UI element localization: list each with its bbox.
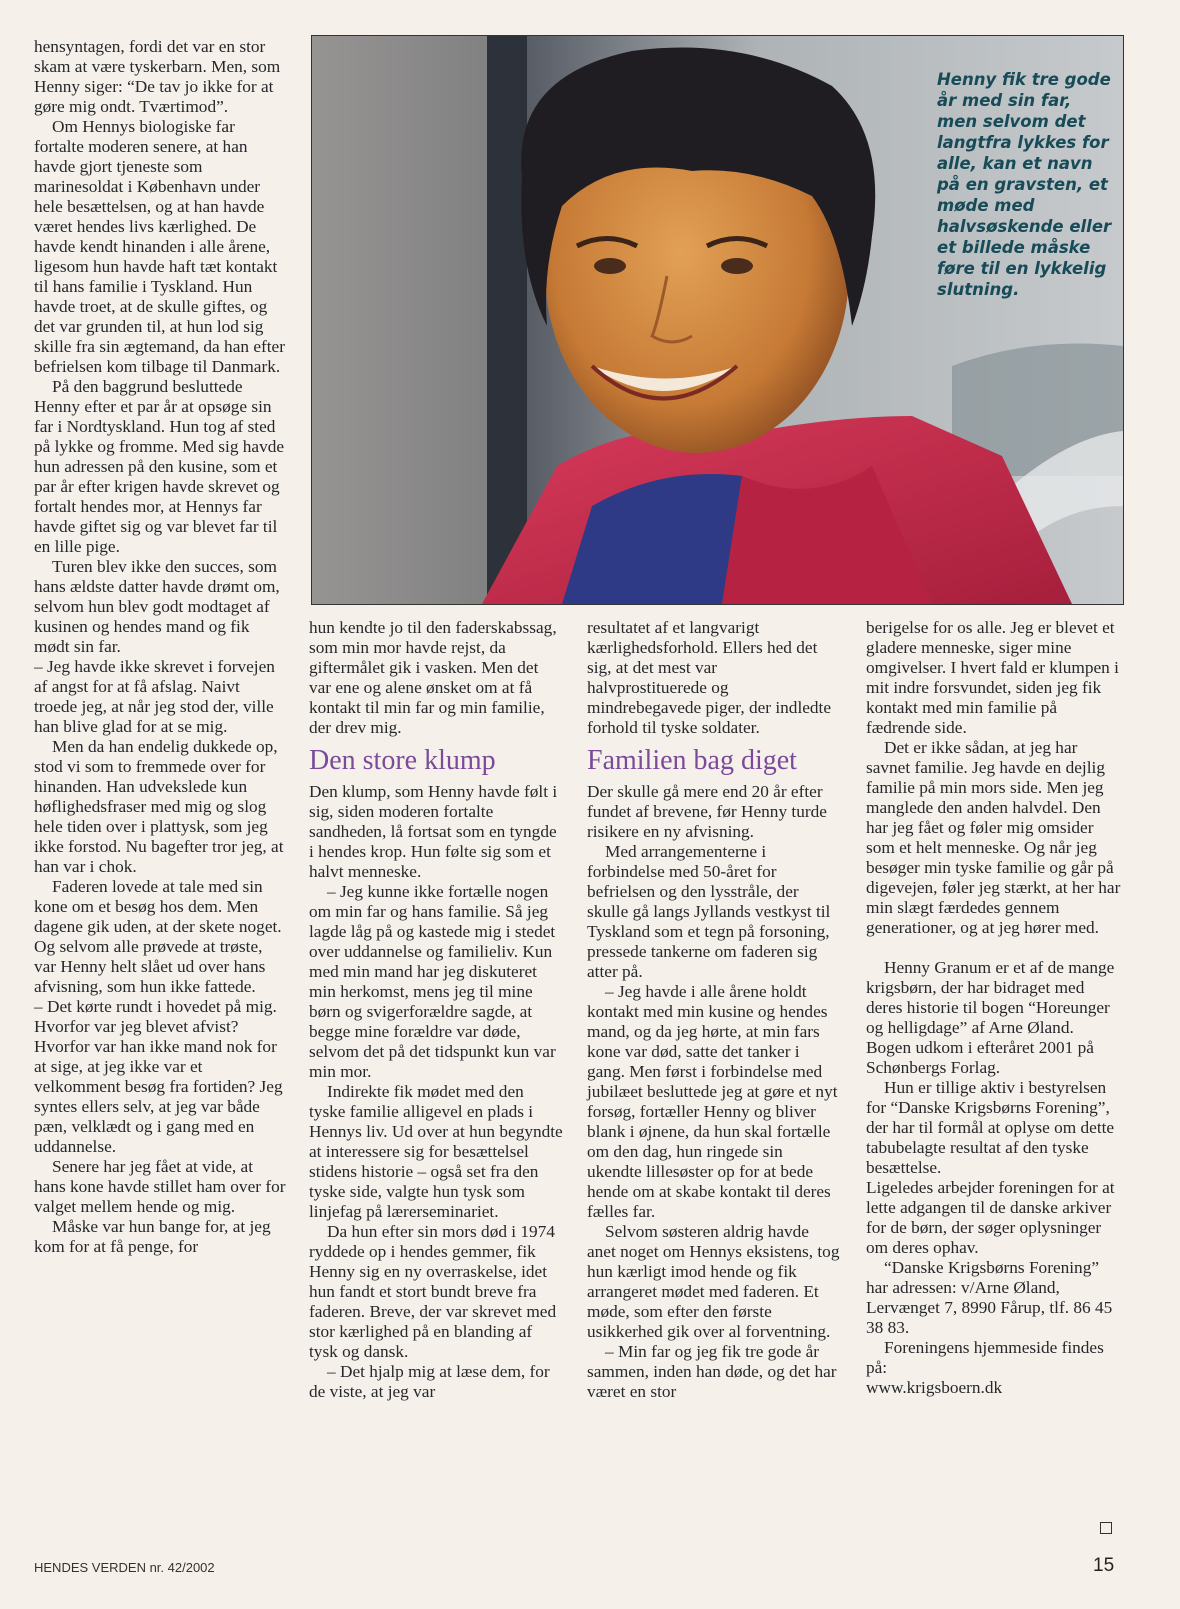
paragraph: – Det kørte rundt i hovedet på mig. Hvorfor var jeg blevet afvist? Hvorfor var han ikke mand nok for at sige, at jeg ikke var et velkomment besøg fra fortiden? Jeg syntes ellers selv, at jeg var både pæn, velklædt og i gang med en uddannelse. bbox=[34, 997, 283, 1156]
paragraph: – Jeg havde i alle årene holdt kontakt med min kusine og hendes mand, og da jeg hørte, at min fars kone var død, satte det tanker i gang. Men først i forbindelse med jubilæet besluttede jeg at gøre et nyt forsøg, fortæller Henny og bliver blank i øjnene, da hun skal fortælle om den dag, hun ringede sin ukendte lillesøster op for at bede hende om at skabe kontakt til deres fælles far. bbox=[587, 982, 838, 1221]
magazine-footer: HENDES VERDEN nr. 42/2002 bbox=[34, 1560, 215, 1575]
article-column-2 bbox=[309, 618, 563, 1402]
info-paragraph: Ligeledes arbejder foreningen for at lette adgangen til de danske arkiver for de børn, der søger oplysninger om deres ophav. bbox=[866, 1178, 1115, 1257]
paragraph: – Jeg havde ikke skrevet i forvejen af angst for at få afslag. Naivt troede jeg, at når jeg stod der, ville han blive glad for at se mig. bbox=[34, 657, 275, 736]
info-paragraph: Hun er tillige aktiv i bestyrelsen for “Danske Krigsbørns Forening”, der har til formål at oplyse om dette tabubelagte resultat af den tyske besættelse. bbox=[866, 1078, 1115, 1177]
paragraph: hensyntagen, fordi det var en stor skam at være tyskerbarn. Men, som Henny siger: “De tav jo ikke for at gøre mig ondt. Tværtimod”. bbox=[34, 37, 281, 116]
paragraph: På den baggrund besluttede Henny efter et par år at opsøge sin far i Nordtyskland. Hun tog af sted på lykke og fromme. Med sig havde hun adressen på den kusine, som et par år efter krigen havde skrevet og fortalt hendes mor, at Hennys far havde giftet sig og var blevet far til en lille pige. bbox=[34, 377, 285, 556]
subheading-den-store-klump: Den store klump bbox=[309, 745, 496, 776]
paragraph: Det er ikke sådan, at jeg har savnet familie. Jeg havde en dejlig familie på min mors side. Men jeg manglede den anden halvdel. Den har jeg fået og føler mig omsider som et helt menneske. Og når jeg besøger min tyske familie og går på digevejen, føler jeg stærkt, at her har min slægt færdedes gennem generationer, og at jeg hører med. bbox=[866, 738, 1121, 937]
paragraph: Der skulle gå mere end 20 år efter fundet af brevene, før Henny turde risikere en ny afvisning. bbox=[587, 782, 827, 841]
paragraph: Med arrangementerne i forbindelse med 50-året for befrielsen og den lysstråle, der skulle gå langs Jyllands vestkyst til Tyskland som et tegn på forsoning, pressede tankerne om faderen sig atter på. bbox=[587, 842, 831, 981]
article-column-1 bbox=[34, 37, 286, 1257]
paragraph: Måske var hun bange for, at jeg kom for at få penge, for bbox=[34, 1217, 271, 1256]
paragraph: berigelse for os alle. Jeg er blevet et gladere menneske, siger mine omgivelser. I hvert fald er klumpen i mit indre forsvundet, siden jeg fik kontakt med min familie på fædrende side. bbox=[866, 618, 1119, 737]
paragraph: Indirekte fik mødet med den tyske familie alligevel en plads i Hennys liv. Ud over at hun begyndte at interessere sig for besættelsel stidens historie – også set fra den tyske side, valgte hun tysk som linjefag på lærerseminariet. bbox=[309, 1082, 563, 1221]
paragraph: Senere har jeg fået at vide, at hans kone havde stillet ham over for valget mellem hende og mig. bbox=[34, 1157, 286, 1216]
subheading-familien-bag-diget: Familien bag diget bbox=[587, 745, 797, 776]
photo-caption: Henny fik tre gode år med sin far, men selvom det langtfra lykkes for alle, kan et navn på en gravsten, et møde med halvsøskende eller et billede måske føre til en lykkelig slutning. bbox=[937, 70, 1112, 299]
end-of-article-mark bbox=[1100, 1522, 1112, 1534]
paragraph: Turen blev ikke den succes, som hans ældste datter havde drømt om, selvom hun blev godt modtaget af kusinen og hendes mand og fik mødt sin far. bbox=[34, 557, 280, 656]
page-number: 15 bbox=[1093, 1555, 1115, 1576]
article-column-4 bbox=[866, 618, 1122, 1398]
paragraph: Den klump, som Henny havde følt i sig, siden moderen fortalte sandheden, lå fortsat som en tyngde i hendes krop. Hun følte sig som et halvt menneske. bbox=[309, 782, 558, 881]
paragraph: hun kendte jo til den faderskabssag, som min mor havde rejst, da giftermålet gik i vasken. Men det var ene og alene ønsket om at få kontakt til min far og min familie, der drev mig. bbox=[309, 618, 557, 737]
paragraph: Men da han endelig dukkede op, stod vi som to fremmede over for hinanden. Han udvekslede kun høflighedsfraser med mig og slog hele tiden over i plattysk, som jeg ikke forstod. Nu bagefter tror jeg, at han var i chok. bbox=[34, 737, 284, 876]
paragraph: resultatet af et langvarigt kærlighedsforhold. Ellers hed det sig, at det mest var halvprostituerede og mindrebegavede piger, der indledte forhold til tyske soldater. bbox=[587, 618, 832, 737]
paragraph: Selvom søsteren aldrig havde anet noget om Hennys eksistens, tog hun kærligt imod hende og fik arrangeret mødet med faderen. Et møde, som efter den første usikkerhed gik over al forventning. bbox=[587, 1222, 840, 1341]
paragraph: Om Hennys biologiske far fortalte moderen senere, at han havde gjort tjeneste som marinesoldat i København under hele besættelsen, og at han havde været hendes livs kærlighed. De havde kendt hinanden i alle årene, ligesom hun havde haft tæt kontakt til hans familie i Tyskland. Hun havde troet, at de skulle giftes, og det var grunden til, at hun lod sig skille fra sin ægtemand, da han efter befrielsen kom tilbage til Danmark. bbox=[34, 117, 285, 376]
article-column-3 bbox=[587, 618, 841, 1402]
info-paragraph: “Danske Krigsbørns Forening” har adressen: v/Arne Øland, Lervænget 7, 8990 Fårup, tlf. 86 45 38 83. bbox=[866, 1258, 1113, 1337]
paragraph: – Det hjalp mig at læse dem, for de viste, at jeg var bbox=[309, 1362, 550, 1401]
paragraph: – Min far og jeg fik tre gode år sammen, inden han døde, og det har været en stor bbox=[587, 1342, 837, 1401]
info-paragraph: Henny Granum er et af de mange krigsbørn, der har bidraget med deres historie til bogen “Horeunger og helligdage” af Arne Øland. Bogen udkom i efteråret 2001 på Schønbergs Forlag. bbox=[866, 958, 1115, 1077]
paragraph: Da hun efter sin mors død i 1974 ryddede op i hendes gemmer, fik Henny sig en ny overraskelse, idet hun fandt et stort bundt breve fra faderen. Breve, der var skrevet med stor kærlighed på en blanding af tysk og dansk. bbox=[309, 1222, 557, 1361]
info-paragraph: Foreningens hjemmeside findes på: bbox=[866, 1338, 1104, 1377]
website-link[interactable]: www.krigsboern.dk bbox=[866, 1378, 1003, 1397]
paragraph: – Jeg kunne ikke fortælle nogen om min far og hans familie. Så jeg lagde låg på og kastede mig i stedet over uddannelse og familieliv. Kun med min mand har jeg diskuteret min herkomst, mens jeg til mine børn og svigerforældre sagde, at begge mine forældre var døde, selvom det på det tidspunkt kun var min mor. bbox=[309, 882, 556, 1081]
paragraph: Faderen lovede at tale med sin kone om et besøg hos dem. Men dagene gik uden, at der skete noget. Og selvom alle prøvede at trøste, var Henny helt slået ud over hans afvisning, som hun ikke fattede. bbox=[34, 877, 282, 996]
